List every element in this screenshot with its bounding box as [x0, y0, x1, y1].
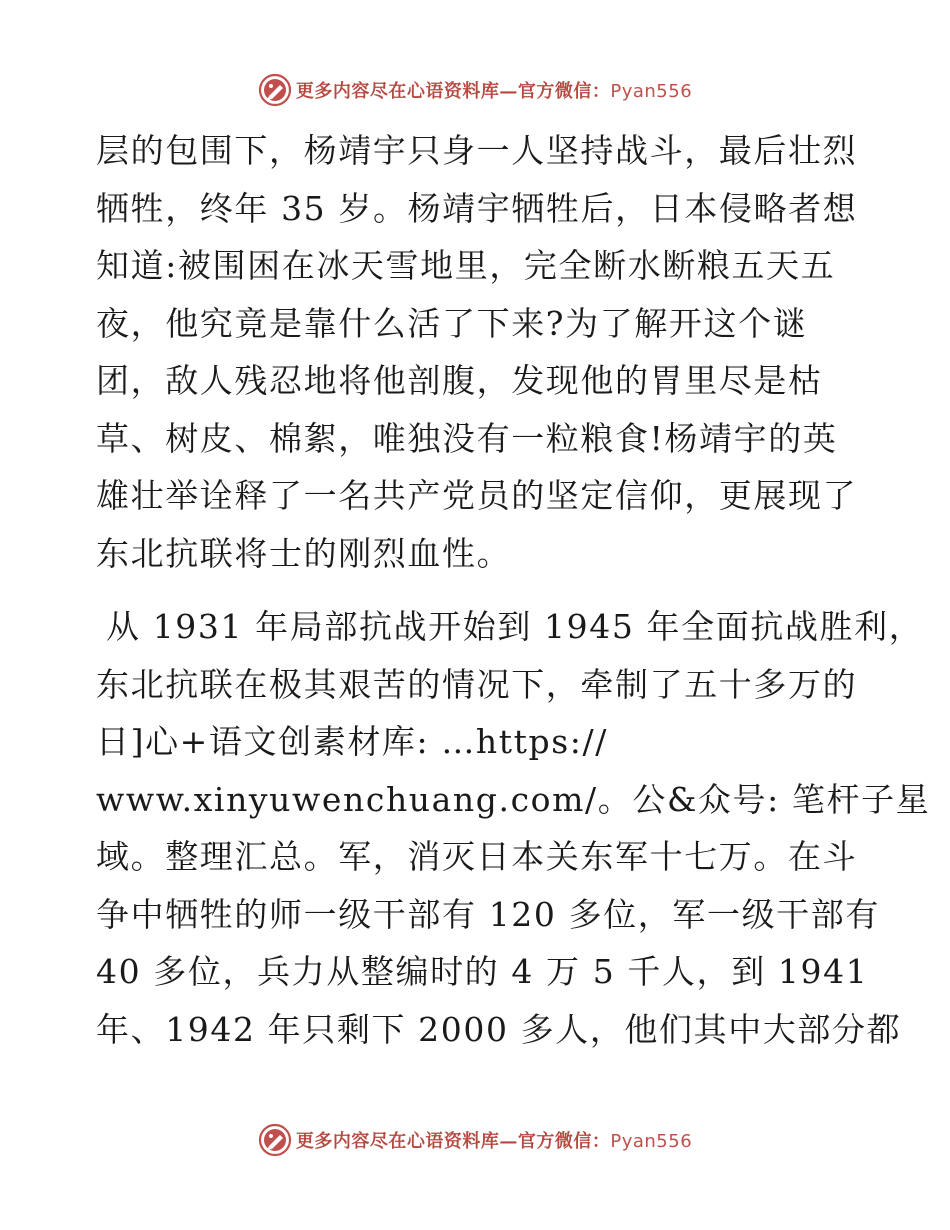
text-line: 争中牺牲的师一级干部有 120 多位，军一级干部有 — [96, 894, 880, 934]
footer-watermark — [0, 1120, 950, 1160]
text-line: 层的包围下，杨靖宇只身一人坚持战斗，最后壮烈 — [96, 131, 858, 170]
paragraph-spacer — [96, 582, 856, 598]
text-line: 草、树皮、棉絮，唯独没有一粒粮食!杨靖宇的英 — [96, 418, 838, 458]
text-line: 40 多位，兵力从整编时的 4 万 5 千人，到 1941 — [96, 952, 869, 991]
footer-watermark-text: 更多内容尽在心语资料库—官方微信：Pyan556 — [295, 1131, 693, 1152]
text-line: 日]心+语文创素材库: …https:// — [96, 722, 608, 761]
pen-nib-seal-icon — [258, 1123, 292, 1157]
document-body — [96, 122, 931, 1058]
text-line: 从 1931 年局部抗战开始到 1945 年全面抗战胜利， — [106, 607, 924, 646]
text-line: 域。整理汇总。军，消灭日本关东军十七万。在斗 — [96, 837, 858, 876]
text-line: 知道:被围困在冰天雪地里，完全断水断粮五天五 — [96, 246, 836, 285]
text-line: 团，敌人残忍地将他剖腹，发现他的胃里尽是枯 — [96, 361, 823, 400]
text-line: 年、1942 年只剩下 2000 多人，他们其中大部分都 — [96, 1009, 902, 1049]
pen-nib-seal-icon — [258, 73, 292, 107]
text-line: 雄壮举诠释了一名共产党员的坚定信仰，更展现了 — [96, 476, 858, 515]
paragraph-1 — [96, 122, 856, 582]
paragraph-2 — [96, 598, 931, 1058]
header-watermark-text: 更多内容尽在心语资料库—官方微信：Pyan556 — [295, 81, 693, 102]
text-line: 牺牲，终年 35 岁。杨靖宇牺牲后，日本侵略者想 — [96, 188, 858, 228]
header-watermark — [0, 70, 950, 110]
text-line: www.xinyuwenchuang.com/。公&众号: 笔杆子星 — [96, 779, 931, 819]
text-line: 东北抗联将士的刚烈血性。 — [96, 533, 512, 573]
text-line: 夜，他究竟是靠什么活了下来?为了解开这个谜 — [96, 303, 808, 343]
text-line: 东北抗联在极其艰苦的情况下，牵制了五十多万的 — [96, 664, 858, 704]
